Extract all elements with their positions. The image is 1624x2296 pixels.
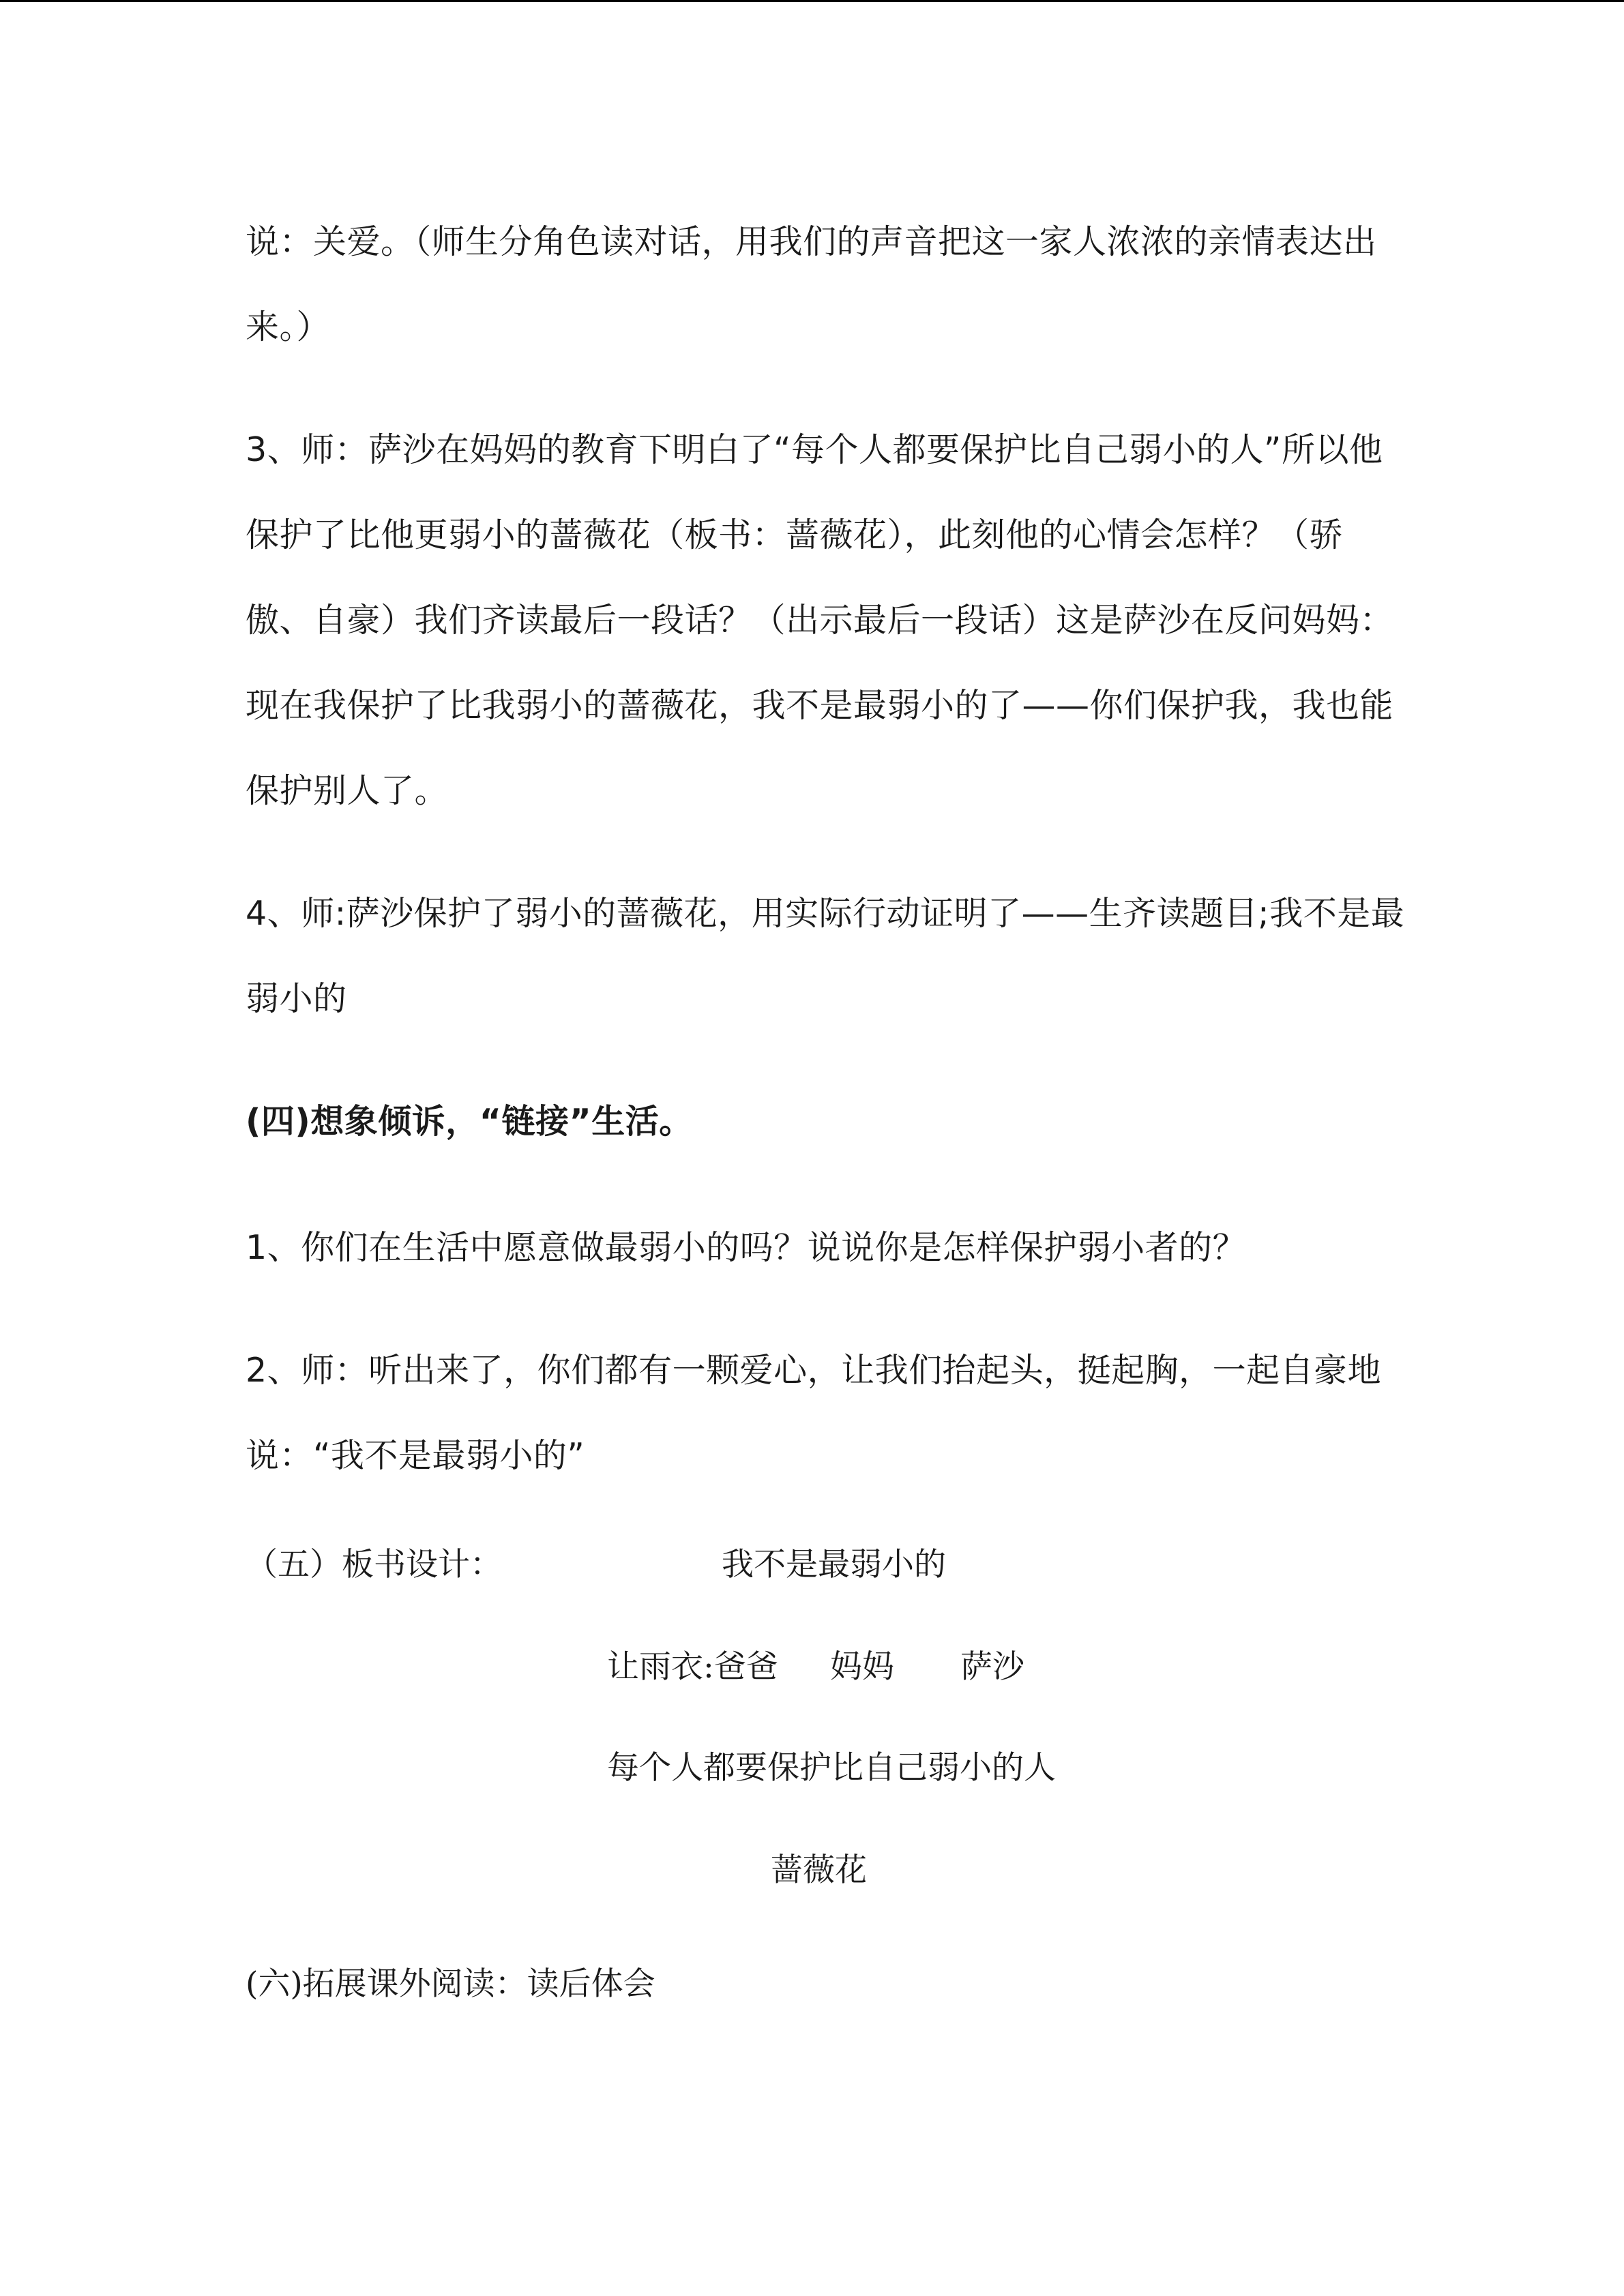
board-sasha: 萨沙 (960, 1648, 1024, 1686)
board-raincoat-row: 让雨衣:爸爸 (607, 1648, 778, 1686)
paragraph-text-line: 说：“我不是最弱小的” (246, 1436, 585, 1475)
paragraph-text-line: 来。） (246, 308, 331, 346)
board-mom: 妈妈 (830, 1648, 894, 1686)
paragraph-text-line: 4、师:萨沙保护了弱小的蔷薇花，用实际行动证明了——生齐读题目;我不是最 (246, 894, 1405, 933)
board-title: 我不是最弱小的 (722, 1546, 946, 1583)
paragraph-text-line: 2、师：听出来了，你们都有一颗爱心，让我们抬起头，挺起胸，一起自豪地 (246, 1351, 1382, 1390)
paragraph-text-line: 1、你们在生活中愿意做最弱小的吗？说说你是怎样保护弱小者的？ (246, 1228, 1247, 1267)
page-top-border (0, 0, 1624, 2)
paragraph-text-line: 保护了比他更弱小的蔷薇花（板书：蔷薇花），此刻他的心情会怎样？（骄 (246, 516, 1344, 554)
paragraph-text-line: 弱小的 (246, 979, 347, 1018)
board-flower: 蔷薇花 (771, 1851, 867, 1889)
paragraph-text-line: 3、师：萨沙在妈妈的教育下明白了“每个人都要保护比自己弱小的人”所以他 (246, 430, 1383, 469)
section-heading: (六)拓展课外阅读：读后体会 (246, 1965, 655, 2003)
board-principle: 每个人都要保护比自己弱小的人 (607, 1749, 1056, 1787)
paragraph-text-line: 现在我保护了比我弱小的蔷薇花，我不是最弱小的了——你们保护我，我也能 (246, 686, 1394, 725)
paragraph-text-line: 说：关爱。（师生分角色读对话，用我们的声音把这一家人浓浓的亲情表达出 (246, 222, 1377, 261)
section-heading: (四)想象倾诉，“链接”生活。 (246, 1102, 693, 1141)
board-design-label: （五）板书设计： (246, 1546, 502, 1583)
paragraph-text-line: 保护别人了。 (246, 771, 449, 810)
paragraph-text-line: 傲、自豪）我们齐读最后一段话？（出示最后一段话）这是萨沙在反问妈妈： (246, 601, 1394, 640)
